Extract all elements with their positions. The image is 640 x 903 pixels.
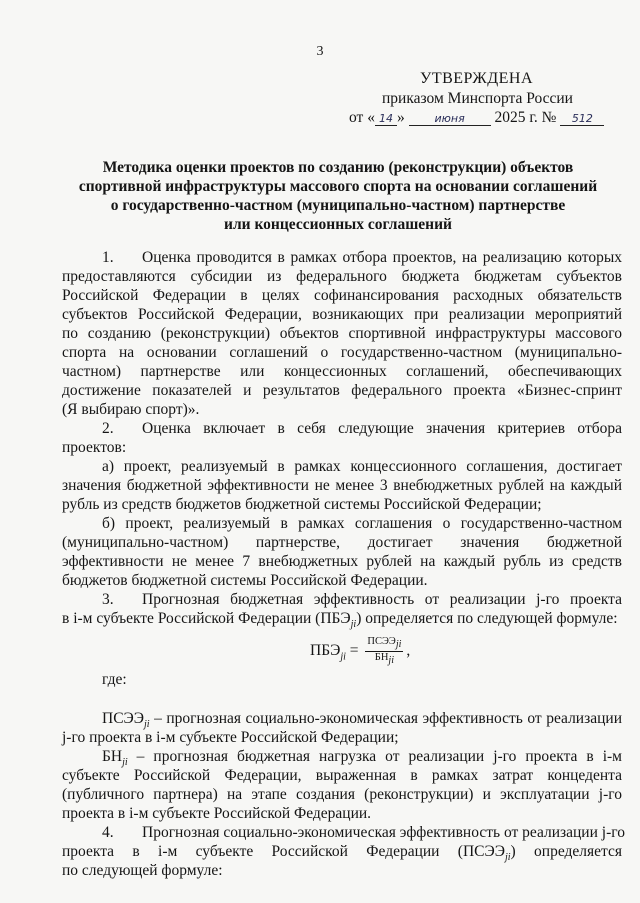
handwritten-number: 512: [560, 112, 604, 126]
p2-item-b: (муниципально-частном) партнерстве, достигает значения бюджетной: [62, 534, 622, 551]
def2-line: $БН_{ji}$ – прогнозная бюджетная нагрузка от реализации j-го проекта в i-м: [102, 748, 622, 769]
handwritten-day: 14: [375, 112, 397, 126]
p1-number: 1.: [102, 249, 114, 266]
formula-denominator: $БН_{ji}$: [374, 652, 394, 667]
p1-line: частном) партнерстве или концессионных соглашений, обеспечивающих: [62, 363, 622, 380]
formula-fraction: [365, 636, 403, 667]
date-mid: »: [396, 109, 405, 126]
p2-item-a: значения бюджетной эффективности не менее 3 внебюджетных рублей на каждый: [62, 477, 622, 494]
document-title: [58, 158, 618, 234]
where-label: где:: [102, 671, 127, 688]
p4-line: по следующей формуле:: [62, 862, 223, 879]
handwritten-month: июня: [409, 112, 491, 126]
p3-number: 3.: [102, 591, 114, 608]
p1-line: 1. Оценка проводится в рамках отбора проектов, на реализацию которых: [102, 249, 622, 266]
def2-line: проекта в i-м субъекте Российской Федерации.: [62, 805, 372, 822]
title-line: или концессионных соглашений: [224, 216, 452, 233]
def2-line: субъекте Российской Федерации, выраженная в рамках затрат концедента: [62, 767, 622, 784]
p2-item-a: рубль из средств бюджетов бюджетной системы Российской Федерации;: [62, 496, 542, 513]
p4-line: проекта в i-м субъекте Российской Федерации $(ПСЭЭ_{ji})$ определяется: [62, 843, 622, 864]
approval-title: УТВЕРЖДЕНА: [420, 70, 534, 87]
formula-pbe: $ПБЭ_{ji}$ = $\frac{ПСЭЭ_{ji}}{БН_{ji}}$ ,: [310, 636, 411, 667]
p2-number: 2.: [102, 420, 114, 437]
formula-equals: =: [349, 642, 359, 660]
def2-line: (публичного партнера) на этапе создания (реконструкции) и эксплуатации j-го: [62, 786, 622, 803]
p2-item-b: б) проект, реализуемый в рамках соглашения о государственно-частном: [102, 515, 622, 532]
date-year: 2025 г. №: [494, 109, 557, 126]
p1-line: по созданию (реконструкции) объектов спортивной инфраструктуры массового: [62, 325, 622, 342]
p2-line: 2. Оценка включает в себя следующие значения критериев отбора: [102, 420, 622, 437]
p3-line: 3. Прогнозная бюджетная эффективность от реализации j-го проекта: [102, 591, 622, 608]
p1-line: (Я выбираю спорт)».: [62, 401, 200, 418]
approval-order-line: приказом Минспорта России: [382, 90, 573, 107]
title-line: спортивной инфраструктуры массового спорта на основании соглашений: [78, 178, 598, 195]
p4-number: 4.: [102, 824, 114, 841]
title-line: Методика оценки проектов по созданию (реконструкции) объектов: [102, 159, 574, 176]
formula-lhs: ПБЭ: [310, 642, 341, 660]
p2-item-b: бюджетов бюджетной системы Российской Федерации.: [62, 572, 428, 589]
title-line: о государственно-частном (муниципально-частном) партнерстве: [110, 197, 566, 214]
def1-line: j-го проекта в i-м субъекте Российской Федерации;: [62, 729, 399, 746]
p1-line: Российской Федерации в целях софинансирования расходных обязательств: [62, 287, 622, 304]
p1-line: субъектов Российской Федерации, возникающих при реализации мероприятий: [62, 306, 622, 323]
p2-line: проектов:: [62, 439, 127, 456]
p2-item-a: а) проект, реализуемый в рамках концессионного соглашения, достигает: [102, 458, 622, 475]
approval-date-line: [349, 109, 604, 127]
date-prefix: от «: [349, 109, 375, 126]
page-number: 3: [316, 44, 324, 59]
p1-line: предоставляются субсидии из федерального бюджета бюджетам субъектов: [62, 268, 622, 285]
p3-line: в i-м субъекте Российской Федерации $(ПБЭ_{ji})$ определяется по следующей формуле:: [62, 610, 618, 631]
def1-line: $ПСЭЭ_{ji}$ – прогнозная социально-экономическая эффективность от реализации: [102, 710, 622, 731]
formula-numerator: $ПСЭЭ_{ji}$: [367, 636, 402, 651]
p4-line: 4. Прогнозная социально-экономическая эффективность от реализации j-го: [102, 824, 625, 841]
p1-line: спорта на основании соглашений о государственно-частном (муниципально-: [62, 344, 622, 361]
p2-item-b: эффективности не менее 7 внебюджетных рублей на каждый рубль из средств: [62, 553, 622, 570]
p1-line: достижение показателей и результатов федерального проекта «Бизнес-спринт: [62, 382, 622, 399]
